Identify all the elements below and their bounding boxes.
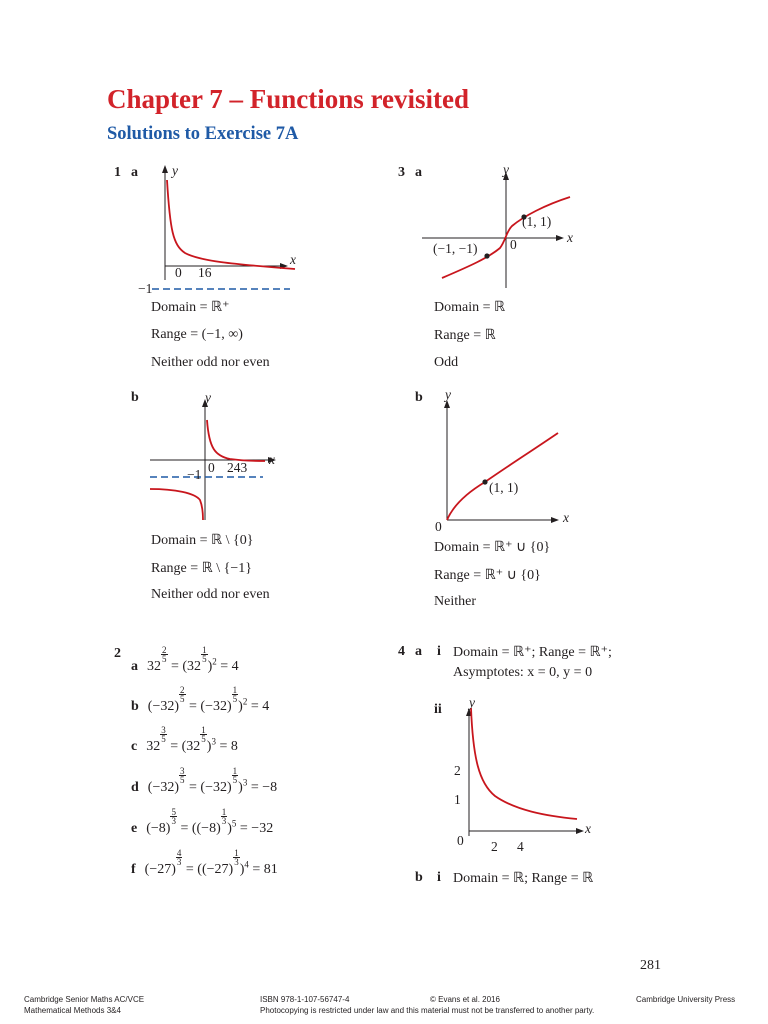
q2-power: 5 xyxy=(231,818,237,829)
q2-inner-numerator: 1 xyxy=(201,725,206,735)
q2-close: ) xyxy=(227,821,232,837)
part-label-4a-i: i xyxy=(437,644,441,659)
graph-3a-origin-label: 0 xyxy=(510,237,517,252)
graph-3a-x-label: x xyxy=(567,230,573,245)
graph-4a-ii-y-tick-2: 2 xyxy=(454,763,461,778)
q2-inner-numerator: 1 xyxy=(234,848,239,858)
graph-3a-point-label-1: (1, 1) xyxy=(522,214,552,229)
q2-exponent-denominator: 3 xyxy=(176,857,182,867)
footer-series-title: Cambridge Senior Maths AC/VCE xyxy=(24,995,145,1004)
part-label-4a-ii: ii xyxy=(434,702,442,717)
graph-1b-origin-label: 0 xyxy=(208,460,215,475)
part-label-2a: a xyxy=(131,659,138,675)
q2-exponent-denominator: 3 xyxy=(171,816,176,826)
q2-exponent-denominator: 5 xyxy=(180,775,185,785)
q2-middle: = (−32) xyxy=(185,780,232,796)
question-number-4: 4 xyxy=(398,644,405,659)
page-number: 281 xyxy=(640,958,661,973)
question-number-1: 1 xyxy=(114,165,121,180)
q2-exponent-numerator: 3 xyxy=(180,766,185,776)
q2-close: ) xyxy=(206,739,212,755)
graph-3a-point-label-2: (−1, −1) xyxy=(433,241,478,256)
section-title: Solutions to Exercise 7A xyxy=(107,124,299,144)
part-label-2c: c xyxy=(131,739,138,755)
part-label-3b: b xyxy=(415,390,423,405)
graph-1a-y-label: y xyxy=(172,163,178,178)
graph-4a-ii-y-tick-1: 1 xyxy=(454,792,461,807)
q2-exponent-numerator: 3 xyxy=(161,725,166,735)
q2-close: ) xyxy=(238,699,243,715)
q1a-domain: Domain = ℝ⁺ xyxy=(151,300,230,315)
q2-power: 4 xyxy=(244,859,249,870)
graph-3b-x-label: x xyxy=(563,510,569,525)
q1a-parity: Neither odd nor even xyxy=(151,355,270,370)
q1a-range: Range = (−1, ∞) xyxy=(151,327,243,342)
graph-3b-point-label: (1, 1) xyxy=(489,480,519,495)
graph-1b-asymptote-label: −1 xyxy=(187,467,202,482)
footer-copyright: © Evans et al. 2016 xyxy=(430,995,500,1004)
q2-row-f xyxy=(131,849,278,878)
q2-result: = 4 xyxy=(247,699,270,715)
q2-middle: = (−32) xyxy=(185,699,232,715)
part-label-2d: d xyxy=(131,780,139,796)
graph-3a-y-label: y xyxy=(503,162,509,177)
q2-middle: = ((−8) xyxy=(176,821,221,837)
q3b-domain: Domain = ℝ⁺ ∪ {0} xyxy=(434,540,551,555)
q2-row-e xyxy=(131,808,273,837)
part-label-1a: a xyxy=(131,165,138,180)
graph-1a-x-label: x xyxy=(290,252,296,267)
part-label-4a: a xyxy=(415,644,422,659)
graph-1b-x-tick: 243 xyxy=(227,460,248,475)
q2-close: ) xyxy=(207,659,213,675)
q2-row-a xyxy=(131,646,239,675)
graph-4a-ii-x-label: x xyxy=(585,821,591,836)
q2-base: 32 xyxy=(147,659,161,675)
chapter-title: Chapter 7 – Functions revisited xyxy=(107,84,470,114)
q2-base: (−27) xyxy=(144,862,176,878)
q3a-parity: Odd xyxy=(434,355,459,370)
q4b-i-line: Domain = ℝ; Range = ℝ xyxy=(453,871,594,886)
q2-inner-numerator: 1 xyxy=(232,766,238,776)
q2-power: 2 xyxy=(212,656,217,667)
q2-base: (−32) xyxy=(147,780,180,796)
q2-exponent-numerator: 2 xyxy=(162,645,167,655)
q2-power: 2 xyxy=(242,696,248,707)
graph-1a-asymptote-label: −1 xyxy=(138,281,153,296)
q3b-parity: Neither xyxy=(434,594,476,609)
q2-exponent-numerator: 4 xyxy=(176,848,182,858)
q2-close: ) xyxy=(239,862,245,878)
q2-middle: = (32 xyxy=(167,659,202,675)
q2-exponent-denominator: 5 xyxy=(180,694,185,704)
part-label-2f: f xyxy=(131,862,136,878)
q3a-domain: Domain = ℝ xyxy=(434,300,506,315)
q2-middle: = (32 xyxy=(166,739,201,755)
part-label-4b-i: i xyxy=(437,870,441,885)
graph-3b xyxy=(425,387,575,535)
graph-1a-origin-label: 0 xyxy=(175,265,182,280)
graph-4a-ii-x-tick-4: 4 xyxy=(517,839,524,854)
part-label-1b: b xyxy=(131,390,139,405)
graph-1a xyxy=(140,160,310,300)
q2-base: (−32) xyxy=(147,699,180,715)
q3a-range: Range = ℝ xyxy=(434,328,496,343)
q2-power: 3 xyxy=(211,736,216,747)
footer-publisher: Cambridge University Press xyxy=(636,995,736,1004)
graph-4a-ii-y-label: y xyxy=(469,695,475,710)
q2-exponent-numerator: 2 xyxy=(180,685,185,695)
q1b-domain: Domain = ℝ \ {0} xyxy=(151,533,254,548)
graph-3b-origin-label: 0 xyxy=(435,519,442,534)
graph-3a xyxy=(420,160,580,295)
q2-result: = 8 xyxy=(215,739,238,755)
part-label-4b: b xyxy=(415,870,423,885)
q2-result: = −32 xyxy=(236,821,274,837)
part-label-3a: a xyxy=(415,165,422,180)
q2-close: ) xyxy=(238,780,243,796)
q2-exponent-denominator: 5 xyxy=(162,654,167,664)
q2-inner-denominator: 5 xyxy=(201,734,206,744)
q4a-i-line1: Domain = ℝ⁺; Range = ℝ⁺; xyxy=(453,645,612,660)
footer-book-title: Mathematical Methods 3&4 xyxy=(24,1006,121,1015)
q2-inner-denominator: 5 xyxy=(202,654,207,664)
q2-result: = 4 xyxy=(216,659,239,675)
q2-inner-denominator: 5 xyxy=(232,694,238,704)
q2-base: (−8) xyxy=(146,821,171,837)
q2-inner-numerator: 1 xyxy=(202,645,207,655)
q2-row-d xyxy=(131,767,277,796)
q2-row-b xyxy=(131,686,269,715)
q2-inner-denominator: 3 xyxy=(234,857,239,867)
graph-1b xyxy=(145,390,285,525)
graph-1b-y-label: y xyxy=(205,390,211,405)
graph-3b-y-label: y xyxy=(445,387,451,402)
graph-1b-x-label: x xyxy=(269,452,275,467)
part-label-2e: e xyxy=(131,821,138,837)
graph-4a-ii-x-tick-2: 2 xyxy=(491,839,498,854)
q3b-range: Range = ℝ⁺ ∪ {0} xyxy=(434,568,541,583)
q2-result: = −8 xyxy=(247,780,278,796)
q2-row-c xyxy=(131,726,238,755)
question-number-2: 2 xyxy=(114,646,121,661)
q1b-range: Range = ℝ \ {−1} xyxy=(151,561,252,576)
q2-middle: = ((−27) xyxy=(182,862,234,878)
q2-base: 32 xyxy=(146,739,161,755)
question-number-3: 3 xyxy=(398,165,405,180)
q2-exponent-denominator: 5 xyxy=(161,734,166,744)
footer-notice: Photocopying is restricted under law and this material must not be transferred to another party. xyxy=(260,1006,595,1015)
q2-inner-numerator: 1 xyxy=(221,807,227,817)
q4a-i-line2: Asymptotes: x = 0, y = 0 xyxy=(453,665,593,680)
footer-isbn: ISBN 978-1-107-56747-4 xyxy=(260,995,350,1004)
graph-4a-ii xyxy=(445,695,595,854)
q2-exponent-numerator: 5 xyxy=(171,807,176,817)
q1b-parity: Neither odd nor even xyxy=(151,587,270,602)
q2-inner-numerator: 1 xyxy=(232,685,238,695)
graph-1a-x-tick: 16 xyxy=(198,265,212,280)
q2-result: = 81 xyxy=(248,862,278,878)
q2-inner-denominator: 5 xyxy=(232,775,238,785)
part-label-2b: b xyxy=(131,699,139,715)
graph-4a-ii-origin-label: 0 xyxy=(457,833,464,848)
q2-power: 3 xyxy=(242,777,248,788)
q2-inner-denominator: 3 xyxy=(221,816,227,826)
